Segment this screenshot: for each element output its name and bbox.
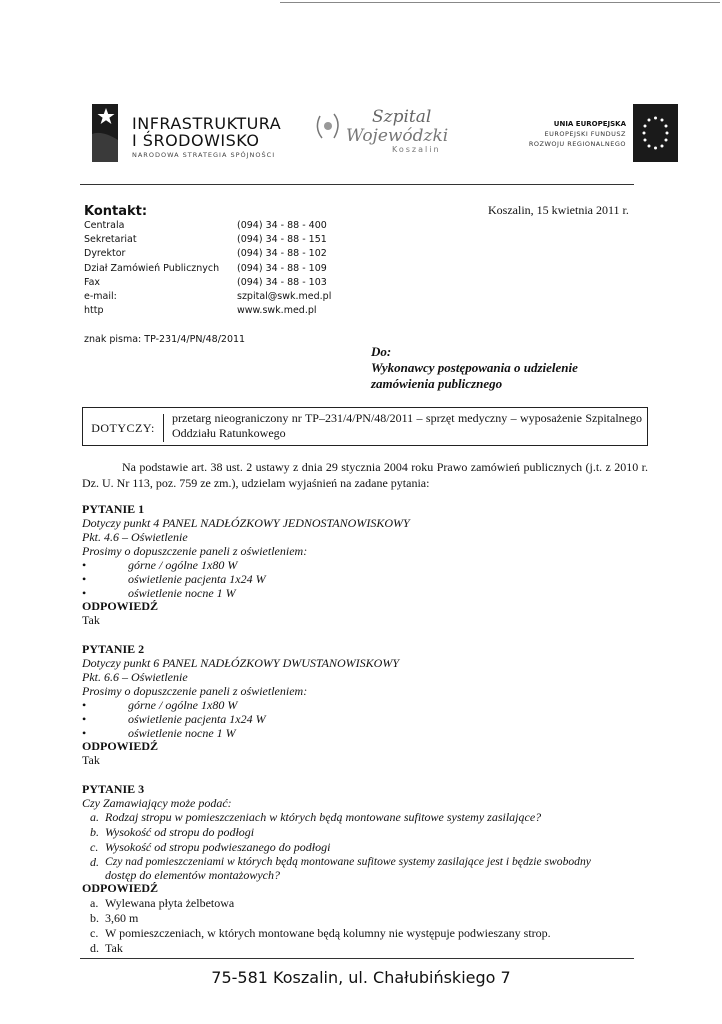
q1-bullet-mark: • bbox=[82, 586, 87, 600]
subject-text: przetarg nieograniczony nr TP–231/4/PN/48/2011 – sprzęt medyczny – wyposażenie Szpitalnego Oddziału Ratunkowego bbox=[172, 411, 642, 440]
q3-answer-d: Tak bbox=[105, 941, 123, 955]
q3-answer-marker: c. bbox=[90, 926, 99, 940]
contact-value: (094) 34 - 88 - 400 bbox=[237, 220, 327, 231]
q1-bullet-3: oświetlenie nocne 1 W bbox=[128, 586, 236, 600]
subject-label: DOTYCZY: bbox=[83, 414, 164, 442]
scan-edge-line bbox=[280, 2, 720, 3]
hospital-logo-line3: Koszalin bbox=[392, 145, 441, 154]
footer-divider bbox=[80, 958, 634, 959]
contact-value: (094) 34 - 88 - 109 bbox=[237, 262, 327, 274]
q2-answer: Tak bbox=[82, 753, 100, 767]
q2-line3: Prosimy o dopuszczenie paneli z oświetleniem: bbox=[82, 684, 308, 698]
q1-bullet-1: górne / ogólne 1x80 W bbox=[128, 558, 238, 572]
q3-item-d: Czy nad pomieszczeniami w których będą montowane sufitowe systemy zasilające jest i będzie swobodny bbox=[105, 855, 591, 868]
q2-title: PYTANIE 2 bbox=[82, 642, 145, 656]
q3-answer-marker: d. bbox=[90, 941, 99, 955]
recipient-line2: zamówienia publicznego bbox=[371, 376, 503, 391]
q2-answer-label: ODPOWIEDŹ bbox=[82, 739, 159, 753]
hospital-logo-line2: Wojewódzki bbox=[346, 126, 449, 146]
q3-item-b: Wysokość od stropu do podłogi bbox=[105, 825, 255, 839]
infrastruktura-title: INFRASTRUKTURA bbox=[132, 114, 282, 133]
q1-title: PYTANIE 1 bbox=[82, 502, 145, 516]
q1-bullet-mark: • bbox=[82, 572, 87, 586]
contact-row bbox=[84, 291, 331, 305]
q1-line3: Prosimy o dopuszczenie paneli z oświetleniem: bbox=[82, 544, 308, 558]
ue-region: ROZWOJU REGIONALNEGO bbox=[528, 140, 626, 148]
contact-label: Centrala bbox=[84, 220, 125, 231]
eu-flag-icon bbox=[633, 104, 678, 162]
q2-bullet-3: oświetlenie nocne 1 W bbox=[128, 726, 236, 740]
q1-bullet-2: oświetlenie pacjenta 1x24 W bbox=[128, 572, 266, 586]
q3-item-marker: d. bbox=[90, 855, 99, 869]
q3-item-d-cont: dostęp do elementów montażowych? bbox=[105, 868, 280, 882]
q1-answer-label: ODPOWIEDŹ bbox=[82, 599, 159, 613]
q3-title: PYTANIE 3 bbox=[82, 782, 145, 796]
document-date: Koszalin, 15 kwietnia 2011 r. bbox=[488, 203, 629, 217]
ue-title: UNIA EUROPEJSKA bbox=[553, 120, 626, 128]
contact-row bbox=[84, 234, 331, 248]
contact-row bbox=[84, 263, 331, 277]
q2-bullet-2: oświetlenie pacjenta 1x24 W bbox=[128, 712, 266, 726]
contact-heading: Kontakt: bbox=[84, 204, 148, 219]
q3-item-marker: c. bbox=[90, 840, 99, 854]
ue-fund: EUROPEJSKI FUNDUSZ bbox=[544, 130, 626, 138]
q1-line1: Dotyczy punkt 4 PANEL NADŁÓZKOWY JEDNOSTANOWISKOWY bbox=[82, 516, 410, 530]
contact-label: Dyrektor bbox=[84, 248, 126, 260]
recipient-line1: Wykonawcy postępowania o udzielenie bbox=[371, 360, 578, 375]
q3-answer-marker: b. bbox=[90, 911, 99, 925]
contact-value: (094) 34 - 88 - 102 bbox=[237, 248, 327, 260]
q1-bullet-mark: • bbox=[82, 558, 87, 572]
srodowisko-title: I ŚRODOWISKO bbox=[132, 131, 260, 150]
q1-line2: Pkt. 4.6 – Oświetlenie bbox=[82, 530, 188, 544]
contact-label: e-mail: bbox=[84, 290, 117, 302]
contact-value: (094) 34 - 88 - 151 bbox=[237, 234, 327, 246]
q3-item-a: Rodzaj stropu w pomieszczeniach w których będą montowane sufitowe systemy zasilające? bbox=[105, 810, 542, 824]
contact-row bbox=[84, 277, 331, 291]
contact-label: http bbox=[84, 305, 104, 317]
recipient-label: Do: bbox=[371, 344, 392, 359]
contact-label: Sekretariat bbox=[84, 234, 137, 246]
q3-item-marker: a. bbox=[90, 810, 99, 824]
strategia-subtitle: NARODOWA STRATEGIA SPÓJNOŚCI bbox=[132, 151, 276, 159]
hospital-emblem-icon bbox=[317, 114, 338, 138]
contact-value: (094) 34 - 88 - 103 bbox=[237, 276, 327, 288]
contact-label: Dział Zamówień Publicznych bbox=[84, 262, 220, 274]
q3-answer-marker: a. bbox=[90, 896, 99, 910]
q2-bullet-1: górne / ogólne 1x80 W bbox=[128, 698, 238, 712]
infrastruktura-logo-icon bbox=[92, 104, 118, 162]
q1-answer: Tak bbox=[82, 613, 100, 627]
header-divider bbox=[80, 184, 634, 185]
q3-answer-a: Wylewana płyta żelbetowa bbox=[105, 896, 235, 910]
contact-list bbox=[84, 220, 331, 319]
q3-answer-b: 3,60 m bbox=[105, 911, 139, 925]
reference-number: znak pisma: TP-231/4/PN/48/2011 bbox=[84, 334, 246, 345]
q3-item-marker: b. bbox=[90, 825, 99, 839]
intro-paragraph: Na podstawie art. 38 ust. 2 ustawy z dnia 29 stycznia 2004 roku Prawo zamówień publicznych (j.t. z 2010 r. Dz. U. Nr 113, poz. 759 ze zm.), udzielam wyjaśnień na zadane pytania: bbox=[82, 460, 648, 490]
subject-box bbox=[82, 407, 648, 446]
q2-line1: Dotyczy punkt 6 PANEL NADŁÓZKOWY DWUSTANOWISKOWY bbox=[82, 656, 400, 670]
q3-answer-label: ODPOWIEDŹ bbox=[82, 881, 159, 895]
q3-intro: Czy Zamawiający może podać: bbox=[82, 796, 232, 810]
q2-bullet-mark: • bbox=[82, 726, 87, 740]
contact-label: Fax bbox=[84, 276, 101, 288]
contact-row bbox=[84, 305, 331, 319]
q2-line2: Pkt. 6.6 – Oświetlenie bbox=[82, 670, 188, 684]
q3-item-c: Wysokość od stropu podwieszanego do podłogi bbox=[105, 840, 331, 854]
hospital-logo bbox=[312, 106, 482, 154]
contact-row bbox=[84, 248, 331, 262]
contact-value[interactable]: szpital@swk.med.pl bbox=[237, 290, 332, 302]
q2-bullet-mark: • bbox=[82, 712, 87, 726]
footer-address: 75-581 Koszalin, ul. Chałubińskiego 7 bbox=[211, 968, 511, 987]
q2-bullet-mark: • bbox=[82, 698, 87, 712]
q3-answer-c: W pomieszczeniach, w których montowane będą kolumny nie występuje podwieszany strop. bbox=[105, 926, 551, 940]
contact-value[interactable]: www.swk.med.pl bbox=[237, 305, 317, 317]
hospital-logo-line1: Szpital bbox=[372, 107, 432, 127]
contact-row bbox=[84, 220, 331, 234]
